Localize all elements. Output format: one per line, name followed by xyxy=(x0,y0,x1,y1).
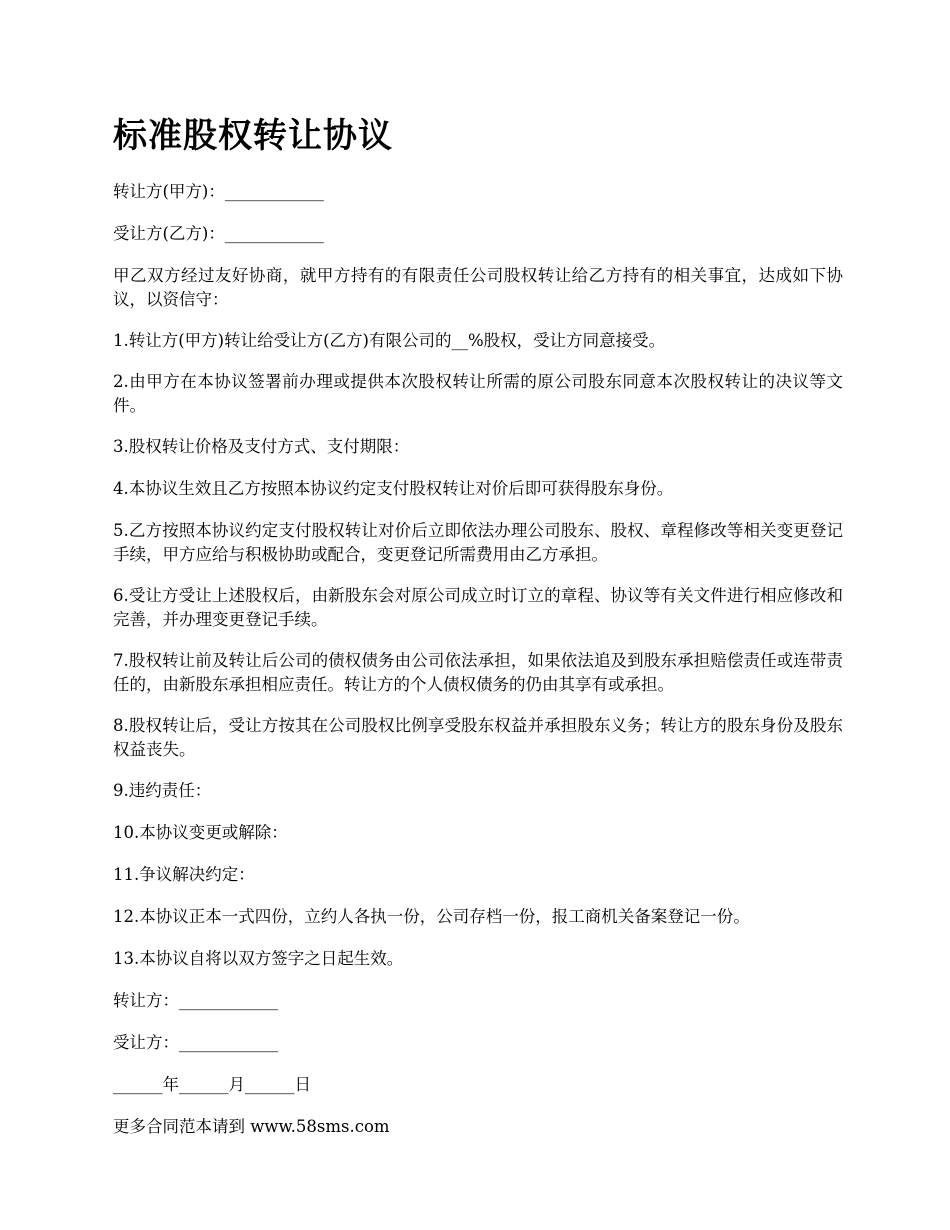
clause-6: 6.受让方受让上述股权后，由新股东会对原公司成立时订立的章程、协议等有关文件进行相应修改和完善，并办理变更登记手续。 xyxy=(113,586,843,629)
document-title: 标准股权转让协议 xyxy=(113,116,393,156)
intro-paragraph: 甲乙双方经过友好协商，就甲方持有的有限责任公司股权转让给乙方持有的相关事宜，达成如下协议，以资信守： xyxy=(113,266,843,309)
clause-12: 12.本协议正本一式四份，立约人各执一份，公司存档一份，报工商机关备案登记一份。 xyxy=(113,907,750,926)
clause-1: 1.转让方(甲方)转让给受让方(乙方)有限公司的__%股权，受让方同意接受。 xyxy=(113,331,666,350)
clause-4: 4.本协议生效且乙方按照本协议约定支付股权转让对价后即可获得股东身份。 xyxy=(113,479,674,498)
footer-note: 更多合同范本请到 www.58sms.com xyxy=(113,1117,390,1136)
party-a-line: 转让方(甲方)：____________ xyxy=(113,182,324,201)
date-line: ______年______月______日 xyxy=(113,1075,311,1094)
party-b-line: 受让方(乙方)：____________ xyxy=(113,224,324,243)
clause-3: 3.股权转让价格及支付方式、支付期限： xyxy=(113,437,410,456)
clause-13: 13.本协议自将以双方签字之日起生效。 xyxy=(113,949,404,968)
clause-8: 8.股权转让后，受让方按其在公司股权比例享受股东权益并承担股东义务；转让方的股东身份及股东权益丧失。 xyxy=(113,716,843,759)
clause-7: 7.股权转让前及转让后公司的债权债务由公司依法承担，如果依法追及到股东承担赔偿责任或连带责任的，由新股东承担相应责任。转让方的个人债权债务的仍由其享有或承担。 xyxy=(113,651,843,694)
clause-11: 11.争议解决约定： xyxy=(113,865,255,884)
transferee-signature-line: 受让方：____________ xyxy=(113,1033,278,1052)
clause-2: 2.由甲方在本协议签署前办理或提供本次股权转让所需的原公司股东同意本次股权转让的决议等文件。 xyxy=(113,372,843,415)
document-page xyxy=(113,112,843,1157)
transferor-signature-line: 转让方：____________ xyxy=(113,991,278,1010)
clause-9: 9.违约责任： xyxy=(113,781,212,800)
clause-5: 5.乙方按照本协议约定支付股权转让对价后立即依法办理公司股东、股权、章程修改等相关变更登记手续，甲方应给与积极协助或配合，变更登记所需费用由乙方承担。 xyxy=(113,521,843,564)
clause-10: 10.本协议变更或解除： xyxy=(113,823,288,842)
